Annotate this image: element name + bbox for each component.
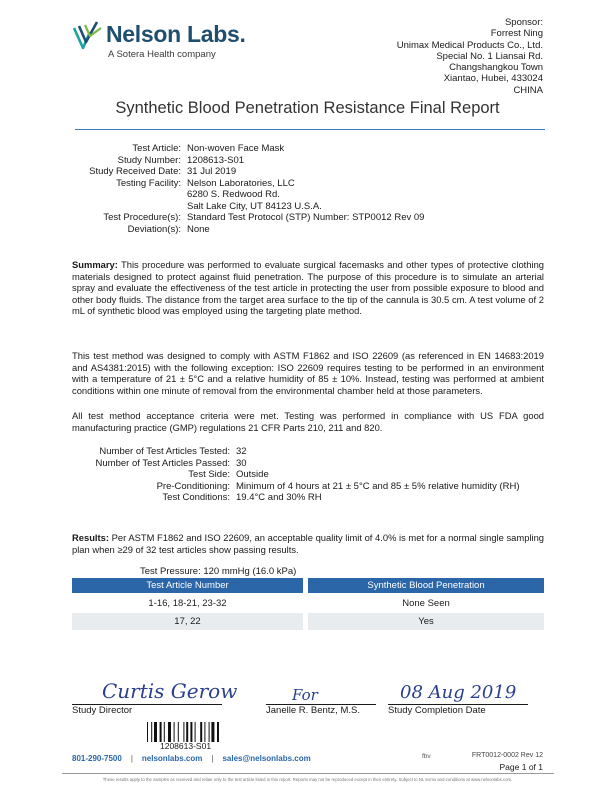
logo-tagline: A Sotera Health company <box>108 49 216 60</box>
summary-paragraph <box>72 259 544 317</box>
results-paragraph <box>72 532 544 555</box>
footer-divider <box>62 773 554 774</box>
study-director-label: Study Director <box>72 705 133 716</box>
info-row <box>70 178 424 190</box>
table-cell: None Seen <box>402 598 450 609</box>
test-details <box>70 446 520 504</box>
page-number: Page 1 of 1 <box>499 762 543 772</box>
test-detail-row <box>70 481 520 493</box>
footer-contact <box>72 754 311 763</box>
logo-name: Nelson Labs. <box>106 21 246 47</box>
website-link[interactable]: nelsonlabs.com <box>141 754 203 763</box>
test-pressure: Test Pressure: 120 mmHg (16.0 kPa) <box>140 566 297 577</box>
email-link[interactable]: sales@nelsonlabs.com <box>222 754 311 763</box>
info-value: None <box>187 223 210 235</box>
detail-label: Pre-Conditioning: <box>156 480 230 492</box>
column-header-article: Test Article Number <box>72 578 303 593</box>
detail-label: Number of Test Articles Passed: <box>95 457 230 469</box>
summary-text: This procedure was performed to evaluate surgical facemasks and other types of protective clothing materials designed to protect against fluid penetration. The purpose of this procedure is to simulate an arterial spray and evaluate the effectiveness of the test article in protecting the user from possible exposure to blood and other body fluids. The distance from the target area surface to the tip of the cannula is 30.5 cm. A test volume of 2 mL of synthetic blood was employed using the targeting plate method. <box>72 259 544 317</box>
detail-label: Number of Test Articles Tested: <box>99 446 230 457</box>
sponsor-line: Changshangkou Town <box>449 62 543 74</box>
nelson-labs-logo <box>70 18 260 66</box>
info-value: 1208613-S01 <box>187 154 245 166</box>
info-value: Salt Lake City, UT 84123 U.S.A. <box>187 200 322 212</box>
detail-value: 19.4°C and 30% RH <box>236 492 322 503</box>
sponsor-line: Unimax Medical Products Co., Ltd. <box>396 39 543 51</box>
separator: | <box>211 754 214 763</box>
table-row <box>72 613 544 630</box>
info-row <box>70 166 424 178</box>
qa-signature <box>290 682 330 706</box>
detail-value: 30 <box>236 457 247 469</box>
sponsor-line: Forrest Ning <box>490 28 543 40</box>
test-detail-row <box>70 492 520 504</box>
table-cell: Yes <box>308 613 544 630</box>
detail-value: 32 <box>236 446 247 457</box>
footer-disclaimer: These results apply to the samples as received and relate only to the test article listed in this report. Reports may not be reproduced except in their entirety. Subject to NL terms and conditions at www.nelsonlabs.com. <box>102 777 513 782</box>
svg-text:08 Aug 2019: 08 Aug 2019 <box>400 682 517 703</box>
study-info <box>70 143 424 235</box>
sponsor-line: Xiantao, Hubei, 433024 <box>443 73 543 85</box>
qa-name: Janelle R. Bentz, M.S. <box>266 705 360 716</box>
info-label: Test Article: <box>132 143 181 154</box>
form-code: FRT0012-0002 Rev 12 <box>471 752 543 759</box>
info-row <box>70 155 424 167</box>
sponsor-address <box>397 17 543 96</box>
completion-date-label: Study Completion Date <box>388 705 486 716</box>
info-label: Study Received Date: <box>89 166 181 177</box>
info-value: 31 Jul 2019 <box>187 166 237 177</box>
svg-text:Curtis Gerow: Curtis Gerow <box>102 679 238 703</box>
info-value: Nelson Laboratories, LLC <box>187 177 295 189</box>
report-title: Synthetic Blood Penetration Resistance Final Report <box>115 99 500 117</box>
criteria-paragraph: All test method acceptance criteria were met. Testing was performed in compliance with US FDA good manufacturing practice (GMP) regulations 21 CFR Parts 210, 211 and 820. <box>72 410 544 433</box>
handwritten-date <box>398 676 528 706</box>
results-table <box>72 578 544 630</box>
detail-value: Minimum of 4 hours at 21 ± 5°C and 85 ± 5% relative humidity (RH) <box>236 480 520 492</box>
barcode-image <box>147 722 247 742</box>
info-row <box>70 201 424 213</box>
svg-text:For: For <box>292 686 318 704</box>
results-text: Per ASTM F1862 and ISO 22609, an acceptable quality limit of 4.0% is met for a normal single sampling plan when ≥29 of 32 test articles show passing results. <box>72 532 545 555</box>
sponsor-line: Sponsor: <box>504 17 543 28</box>
detail-label: Test Conditions: <box>162 492 230 503</box>
test-detail-row <box>70 458 520 470</box>
fbv-code: fbv <box>422 753 431 760</box>
detail-label: Test Side: <box>188 469 230 480</box>
info-value: 6280 S. Redwood Rd. <box>187 189 280 200</box>
separator: | <box>130 754 133 763</box>
title-divider <box>75 129 545 130</box>
barcode-number: 1208613-S01 <box>160 741 212 751</box>
info-label: Deviation(s): <box>127 223 181 235</box>
sponsor-line: CHINA <box>513 84 543 96</box>
info-value: Non-woven Face Mask <box>187 143 285 154</box>
test-detail-row <box>70 469 520 481</box>
table-cell: 1-16, 18-21, 23-32 <box>148 598 227 609</box>
info-label <box>70 189 187 201</box>
summary-label: Summary: <box>72 259 118 270</box>
test-detail-row <box>70 446 520 458</box>
compliance-paragraph: This test method was designed to comply with ASTM F1862 and ISO 22609 (as referenced in EN 14683:2019 and AS4381:2015) with the following exception: ISO 22609 requires testing to be performed in an environment with a temperature of 21 ± 5°C and a relative humidity of 85 ± 10%. Instead, testing was performed at ambient conditions within one minute of removal from the environmental chamber held at those parameters. <box>72 350 544 396</box>
info-label: Test Procedure(s): <box>103 212 181 223</box>
info-label <box>70 201 187 213</box>
detail-value: Outside <box>236 469 269 480</box>
info-row <box>70 143 424 155</box>
results-label: Results: <box>72 532 109 543</box>
sponsor-line: Special No. 1 Liansai Rd. <box>436 50 543 62</box>
table-cell: 17, 22 <box>72 613 303 630</box>
info-row <box>70 224 424 236</box>
logo-mark-icon <box>70 18 106 54</box>
study-director-signature <box>100 676 250 706</box>
table-row <box>72 595 544 612</box>
info-label: Study Number: <box>117 154 181 166</box>
info-label: Testing Facility: <box>116 177 181 189</box>
info-row <box>70 212 424 224</box>
column-header-penetration: Synthetic Blood Penetration <box>308 578 544 593</box>
info-value: Standard Test Protocol (STP) Number: STP0012 Rev 09 <box>187 212 425 223</box>
results-table-header <box>72 578 544 593</box>
info-row <box>70 189 424 201</box>
phone-link[interactable]: 801-290-7500 <box>72 754 122 763</box>
